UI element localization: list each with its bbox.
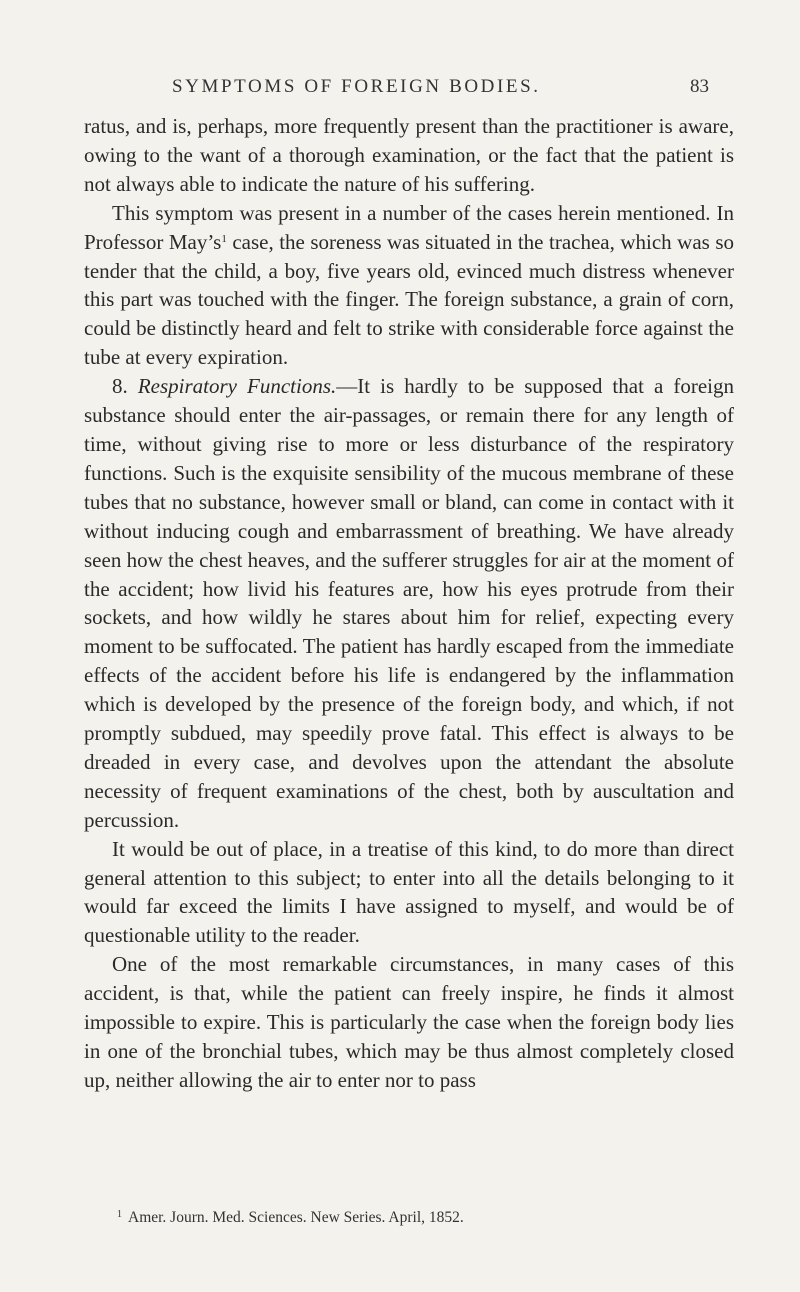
- paragraph-text: This symptom was present in a number of the cases herein mentioned. In Professor May’s: [84, 200, 734, 254]
- running-title: SYMPTOMS OF FOREIGN BODIES.: [172, 76, 541, 97]
- section-respiratory-functions: [84, 372, 734, 835]
- footnote-text: Amer. Journ. Med. Sciences. New Series. April, 1852.: [128, 1209, 464, 1226]
- page-header: [0, 76, 800, 102]
- paragraph-expiration: One of the most remarkable circumstances, in many cases of this accident, is that, while the patient can freely inspire, he finds it almost impossible to expire. This is particularly the case when the foreign body lies in one of the bronchial tubes, which may be thus almost completely closed up, neither allowing the air to enter nor to pass: [84, 952, 734, 1092]
- footnote-reference: 1: [221, 232, 227, 245]
- page-number: 83: [690, 76, 709, 97]
- paragraph-text: case, the soreness was situated in the trachea, which was so tender that the child, a boy, five years old, evinced much distress whenever this part was touched with the finger. The foreign substance, a grain of corn, could be distinctly heard and felt to strike with considerable force against the tube at every expiration.: [84, 229, 734, 370]
- footnote: [117, 1209, 464, 1227]
- paragraph-treatise: It would be out of place, in a treatise of this kind, to do more than direct general attention to this subject; to enter into all the details belonging to it would far exceed the limits I have assigned to myself, and would be of questionable utility to the reader.: [84, 836, 734, 948]
- body-text: [84, 112, 734, 1095]
- footnote-mark: 1: [117, 1209, 122, 1220]
- section-heading: Respiratory Functions.: [137, 374, 337, 399]
- paragraph-soreness: [84, 199, 734, 372]
- section-number: 8.: [112, 374, 138, 399]
- paragraph-continued: ratus, and is, perhaps, more frequently present than the practitioner is aware, owing to the want of a thorough examination, or the fact that the patient is not always able to indicate the nature of his suffering.: [84, 114, 734, 196]
- paragraph-text: —It is hardly to be supposed that a foreign substance should enter the air-passages, or remain there for any length of time, without giving rise to more or less disturbance of the respiratory functions. Such is the exquisite sensibility of the mucous membrane of these tubes that no substance, however small or bland, can come in contact with it without inducing cough and embarrassment of breathing. We have already seen how the chest heaves, and the sufferer struggles for air at the moment of the accident; how livid his features are, how his eyes protrude from their sockets, and how wildly he stares about him for relief, expecting every moment to be suffocated. The patient has hardly escaped from the immediate effects of the accident before his life is endangered by the inflammation which is developed by the presence of the foreign body, and which, if not promptly subdued, may speedily prove fatal. This effect is always to be dreaded in every case, and devolves upon the attendant the absolute necessity of frequent examinations of the chest, both by auscultation and percussion.: [84, 374, 734, 832]
